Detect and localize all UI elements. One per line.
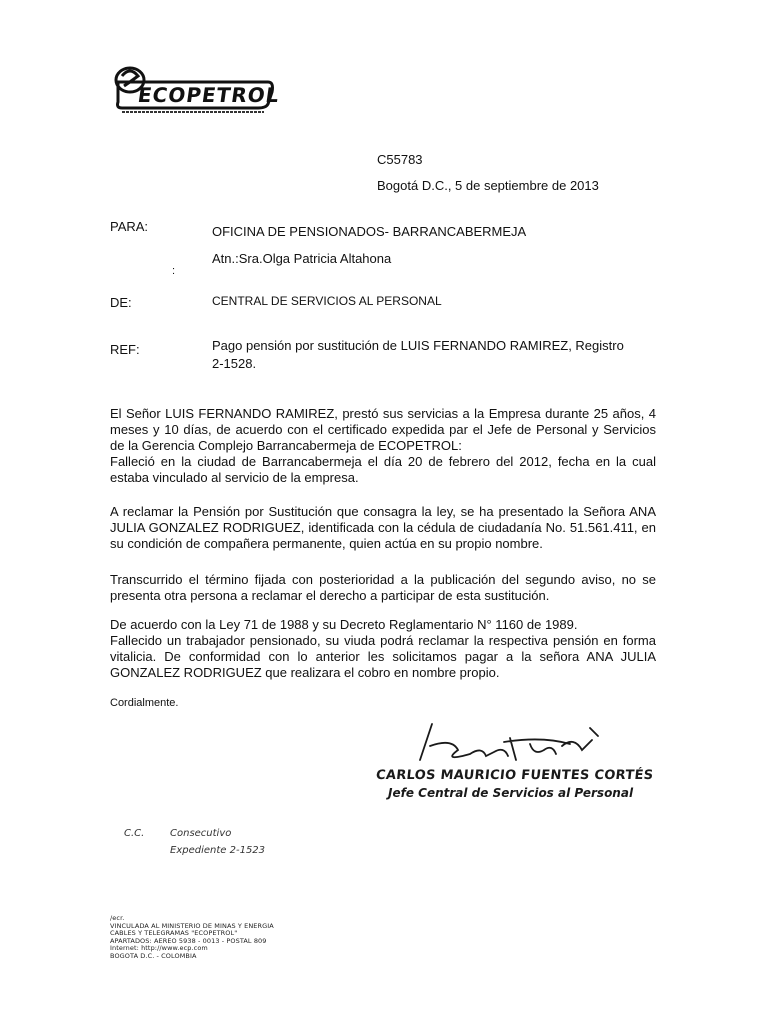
- paragraph-3: [110, 572, 656, 604]
- recipient-attention: Atn.:Sra.Olga Patricia Altahona: [212, 251, 392, 266]
- document-code: C55783: [377, 152, 423, 167]
- ref-label: REF:: [110, 342, 140, 357]
- cc-line-2: Expediente 2-1523: [170, 845, 266, 856]
- ecopetrol-logo: [108, 58, 282, 120]
- cc-label: C.C.: [124, 828, 145, 839]
- paragraph-2: [110, 504, 656, 552]
- recipient-office: OFICINA DE PENSIONADOS- BARRANCABERMEJA: [212, 224, 527, 239]
- footer-line: /ecr.: [110, 914, 125, 922]
- stray-colon: :: [172, 265, 176, 277]
- handwritten-signature: [412, 716, 604, 770]
- paragraph-3-text: Transcurrido el término fijada con posterioridad a la publicación del segundo aviso, no se presenta otra persona a reclamar el derecho a participar de esta sustitución.: [110, 572, 656, 603]
- letterhead-footer: [110, 915, 274, 960]
- footer-line: BOGOTA D.C. - COLOMBIA: [110, 951, 197, 960]
- paragraph-4a: De acuerdo con la Ley 71 de 1988 y su Decreto Reglamentario N° 1160 de 1989.: [110, 617, 578, 632]
- closing: Cordialmente.: [110, 697, 179, 709]
- logo-wordmark: ECOPETROL: [136, 83, 282, 107]
- sender-office: CENTRAL DE SERVICIOS AL PERSONAL: [212, 294, 442, 308]
- de-label: DE:: [110, 295, 132, 310]
- signatory-title: Jefe Central de Servicios al Personal: [388, 786, 634, 800]
- footer-line: VINCULADA AL MINISTERIO DE MINAS Y ENERGIA: [110, 921, 274, 930]
- document-date: Bogotá D.C., 5 de septiembre de 2013: [377, 178, 599, 193]
- signatory-name: CARLOS MAURICIO FUENTES CORTÉS: [375, 768, 655, 783]
- cc-line-1: Consecutivo: [170, 828, 232, 839]
- paragraph-1: [110, 406, 656, 486]
- ref-line-2: 2-1528.: [212, 356, 257, 371]
- para-label: PARA:: [110, 219, 149, 234]
- footer-line: Internet: http://www.ecp.com: [110, 944, 208, 952]
- paragraph-1b: Falleció en la ciudad de Barrancabermeja el día 20 de febrero del 2012, fecha en la cual estaba vinculado al servicio de la empresa.: [110, 454, 656, 485]
- paragraph-2-text: A reclamar la Pensión por Sustitución que consagra la ley, se ha presentado la Señora ANA JULIA GONZALEZ RODRIGUEZ, identificada con la cédula de ciudadanía No. 51.561.411, en su condición de compañera permanente, quien actúa en su propio nombre.: [110, 504, 656, 551]
- ref-line-1: Pago pensión por sustitución de LUIS FERNANDO RAMIREZ, Registro: [212, 338, 624, 353]
- paragraph-1a: El Señor LUIS FERNANDO RAMIREZ, prestó sus servicias a la Empresa durante 25 años, 4 meses y 10 días, de acuerdo con el certificado expedida par el Jefe de Personal y Servicios de la Gerencia Complejo Barrancabermeja de ECOPETROL:: [110, 406, 656, 453]
- paragraph-4b: Fallecido un trabajador pensionado, su viuda podrá reclamar la respectiva pensión en forma vitalicia. De conformidad con lo anterior les solicitamos pagar a la señora ANA JULIA GONZALEZ RODRIGUEZ que realizara el cobro en nombre propio.: [110, 633, 656, 680]
- footer-line: APARTADOS: AEREO 5938 - 0013 - POSTAL 809: [110, 936, 267, 945]
- footer-line: CABLES Y TELEGRAMAS "ECOPETROL": [110, 929, 238, 937]
- paragraph-4: [110, 617, 656, 681]
